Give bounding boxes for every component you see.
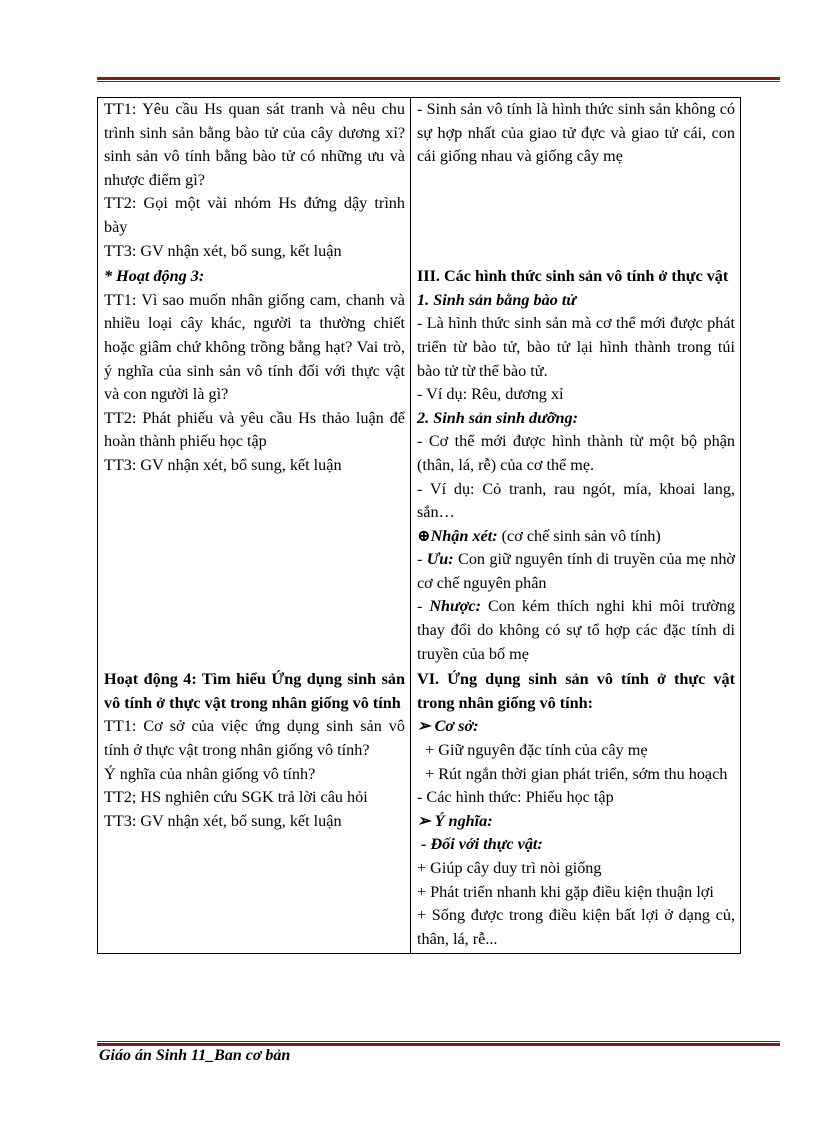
right-cell-forms xyxy=(411,265,741,668)
plants-heading: - Đối với thực vật: xyxy=(417,835,543,854)
right-cell-application xyxy=(411,668,741,954)
definition-text: - Sinh sản vô tính là hình thức sinh sản không có sự hợp nhất của giao tử đực và giao tử cái, con cái giống nhau và giống cây mẹ xyxy=(417,100,735,166)
remark-line xyxy=(417,525,735,549)
advantage-label: Ưu: xyxy=(426,550,454,569)
arrow-icon: ➢ xyxy=(417,811,431,830)
tt2-b: TT2: Phát phiếu và yêu cầu Hs thảo luận để hoàn thành phiếu học tập xyxy=(104,408,405,451)
tt2-a: TT2: Gọi một vài nhóm Hs đứng dậy trình bày xyxy=(104,194,405,236)
basis-item-1: + Giữ nguyên đặc tính của cây mẹ xyxy=(417,741,648,760)
activity-4-heading: Hoạt động 4: Tìm hiểu Ứng dụng sinh sản vô tính ở thực vật trong nhân giống vô tính xyxy=(104,670,405,712)
tt1-b: TT1: Vì sao muốn nhân giống cam, chanh và nhiều loại cây khác, người ta thường chiết hoặc giâm chứ không trồng bằng hạt? Vai trò, ý nghĩa của sinh sản vô tính đối với thực vật và con người là gì? xyxy=(104,290,405,404)
footer-rule xyxy=(97,1041,780,1046)
footer-text: Giáo án Sinh 11_Ban cơ bản xyxy=(99,1047,291,1064)
disadvantage-text: Con kém thích nghi khi môi trường thay đổi do không có sự tổ hợp các đặc tính di truyền của bố mẹ xyxy=(417,597,736,663)
disadvantage-label: Nhược: xyxy=(429,597,482,616)
advantage-line: - Ưu: Con giữ nguyên tính di truyền của mẹ nhờ cơ chế nguyên phân xyxy=(417,550,735,592)
plants-item-2: + Phát triển nhanh khi gặp điều kiện thuận lợi xyxy=(417,882,714,901)
meaning-heading: ➢ Ý nghĩa: xyxy=(417,811,493,830)
plants-item-1: + Giúp cây duy trì nòi giống xyxy=(417,859,602,877)
basis-heading: ➢ Cơ sở: xyxy=(417,717,479,736)
advantage-text: Con giữ nguyên tính di truyền của mẹ nhờ cơ chế nguyên phân xyxy=(417,550,735,592)
tt2-c: TT2; HS nghiên cứu SGK trả lời câu hỏi xyxy=(104,788,368,807)
arrow-icon: ➢ xyxy=(417,717,431,736)
forms-text: - Các hình thức: Phiếu học tập xyxy=(417,788,614,807)
spore-heading: 1. Sinh sản bằng bào tử xyxy=(417,290,577,309)
header-rule xyxy=(97,77,780,82)
spore-text: - Là hình thức sinh sản mà cơ thể mới được phát triển từ bào tử, bào tử lại hình thành trong túi bào tử từ thể bào tử. xyxy=(417,314,735,380)
vegetative-example: - Ví dụ: Cỏ tranh, rau ngót, mía, khoai lang, sắn… xyxy=(417,479,735,522)
left-cell-activity-2 xyxy=(98,98,411,266)
vegetative-text: - Cơ thể mới được hình thành từ một bộ phận (thân, lá, rễ) của cơ thể mẹ. xyxy=(417,432,735,474)
plants-item-3: + Sống được trong điều kiện bất lợi ở dạng củ, thân, lá, rễ... xyxy=(417,906,735,948)
left-cell-activity-3 xyxy=(98,265,411,668)
tt1-c: TT1: Cơ sở của việc ứng dụng sinh sản vô tính ở thực vật trong nhân giống vô tính? xyxy=(104,717,405,760)
remark-label: Nhận xét: xyxy=(430,526,498,545)
tt1-a: TT1: Yêu cầu Hs quan sát tranh và nêu chu trình sinh sản bằng bào tử của cây dương xỉ? sinh sản vô tính bằng bào tử có những ưu và nhược điểm gì? xyxy=(104,100,405,189)
section-3-heading: III. Các hình thức sinh sản vô tính ở thực vật xyxy=(417,267,729,286)
tt3-b: TT3: GV nhận xét, bổ sung, kết luận xyxy=(104,455,342,474)
right-cell-definition xyxy=(411,98,741,266)
tt3-c: TT3: GV nhận xét, bổ sung, kết luận xyxy=(104,811,342,830)
disadvantage-line: - Nhược: Con kém thích nghi khi môi trường thay đổi do không có sự tổ hợp các đặc tính di truyền của bố mẹ xyxy=(417,597,736,663)
remark-symbol-icon: ⊕ xyxy=(417,526,431,545)
basis-item-2: + Rút ngắn thời gian phát triển, sớm thu hoạch xyxy=(417,764,728,783)
activity-3-heading: * Hoạt động 3: xyxy=(104,267,205,286)
spore-example: - Ví dụ: Rêu, dương xỉ xyxy=(417,385,564,404)
lesson-table xyxy=(97,97,741,954)
vegetative-heading: 2. Sinh sản sinh dưỡng: xyxy=(417,408,578,427)
tt1-c-meaning: Ý nghĩa của nhân giống vô tính? xyxy=(104,764,316,783)
section-6-heading: VI. Ứng dụng sinh sản vô tính ở thực vật trong nhân giống vô tính: xyxy=(417,670,735,712)
tt3-a: TT3: GV nhận xét, bổ sung, kết luận xyxy=(104,241,342,260)
left-cell-activity-4 xyxy=(98,668,411,954)
remark-text: (cơ chế sinh sản vô tính) xyxy=(497,526,661,545)
